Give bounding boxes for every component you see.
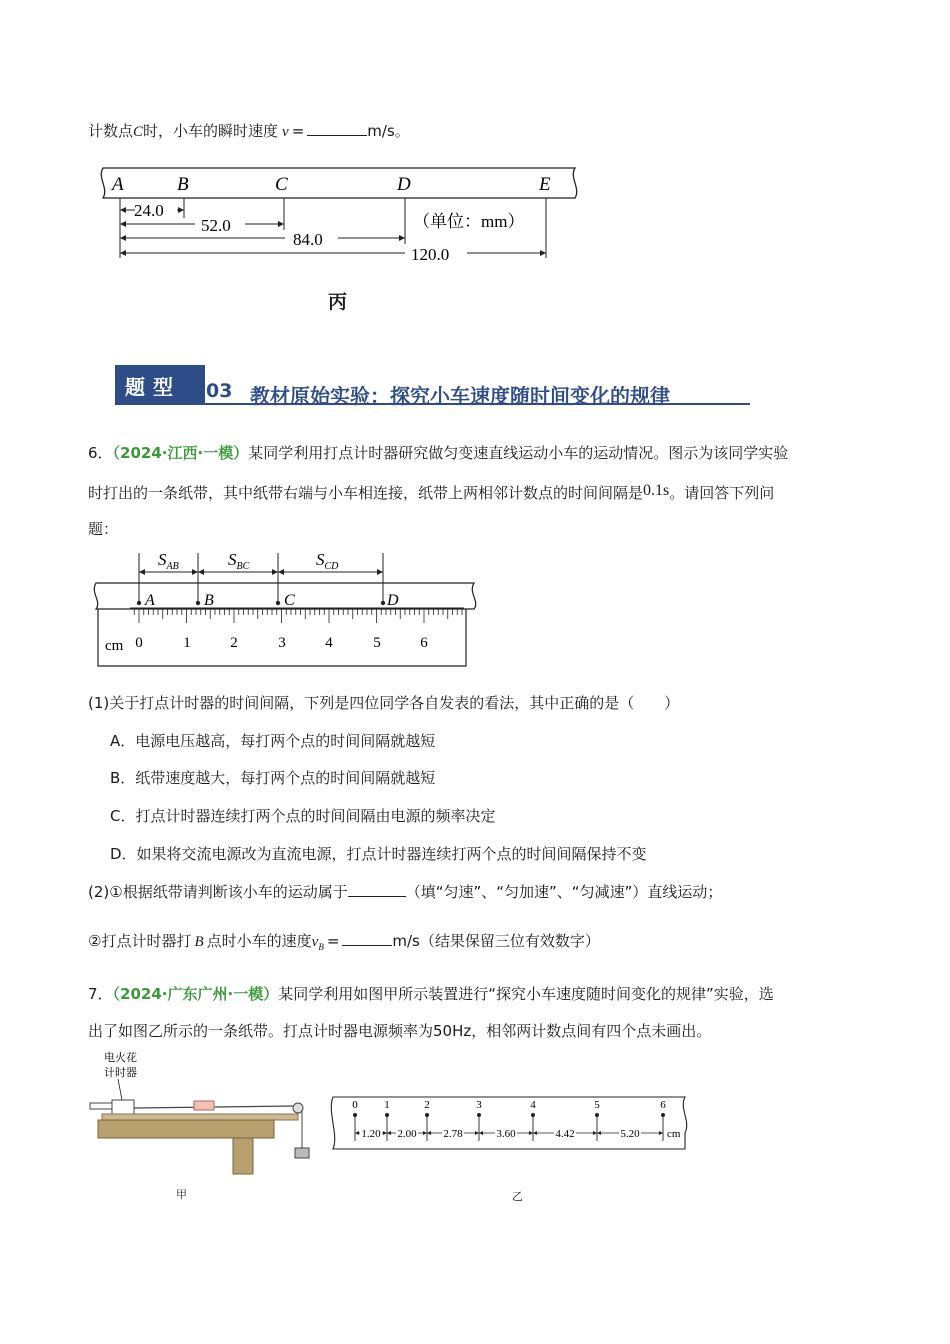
arrowhead xyxy=(387,1131,391,1135)
tape-point-label: 1 xyxy=(384,1099,390,1111)
frequency: 50Hz xyxy=(433,1022,472,1040)
distance-label: 1.20 xyxy=(361,1128,381,1140)
figure-caption-bing: 丙 xyxy=(328,291,348,313)
arrowhead xyxy=(479,1131,483,1135)
q6-line-2 xyxy=(88,482,774,503)
text: 根据纸带请判断该小车的运动属于 xyxy=(122,883,348,901)
device-label-line1: 电火花 xyxy=(104,1052,137,1064)
equals: = xyxy=(291,122,305,140)
question-number: 7． xyxy=(88,985,113,1003)
q7-line-2 xyxy=(88,1020,711,1041)
ruler-tick-label: 4 xyxy=(325,635,333,651)
text: (2)① xyxy=(88,883,123,901)
arrowhead xyxy=(427,1131,431,1135)
device-label-line2: 计时器 xyxy=(104,1067,137,1079)
tape-point-label: 6 xyxy=(660,1099,666,1111)
unit-note: （单位：mm） xyxy=(413,212,525,231)
tape-ruler-figure xyxy=(88,545,483,668)
tape-figure-bing xyxy=(95,160,585,270)
apparatus-figure-jia xyxy=(88,1048,320,1178)
distance-ae: 120.0 xyxy=(411,245,450,264)
s-cd-label: S xyxy=(316,550,325,569)
section-number: 03 xyxy=(206,380,233,402)
text: 时，小车的瞬时速度 xyxy=(143,122,279,140)
answer-blank[interactable] xyxy=(342,945,392,946)
arrowhead xyxy=(533,1131,537,1135)
ruler-point-a: A xyxy=(145,592,155,609)
distance-label: 4.42 xyxy=(555,1128,575,1140)
tape-figure-yi xyxy=(325,1095,695,1153)
text: 出了如图乙所示的一条纸带。打点计时器电源频率为 xyxy=(88,1022,434,1040)
ruler-unit: cm xyxy=(105,638,124,654)
q6-sub1-stem: (1)关于打点计时器的时间间隔，下列是四位同学各自发表的看法，其中正确的是（ ） xyxy=(88,694,680,712)
text: 某同学利用如图甲所示装置进行“探究小车速度随时间变化的规律”实验，选 xyxy=(278,985,774,1003)
svg-text:SCD xyxy=(316,550,339,572)
option-b[interactable]: B．纸带速度越大，每打两个点的时间间隔就越短 xyxy=(110,769,436,787)
answer-blank[interactable] xyxy=(348,896,406,897)
q7-line-1 xyxy=(88,983,774,1004)
hanging-weight xyxy=(295,1148,309,1158)
text: （填“匀速”、“匀加速”、“匀减速”）直线运动； xyxy=(405,883,723,901)
arrowhead xyxy=(475,1131,479,1135)
arrowhead xyxy=(529,1131,533,1135)
distance-label: 2.78 xyxy=(443,1128,463,1140)
s-ab-label: S xyxy=(158,550,167,569)
equals: = xyxy=(326,932,340,950)
ruler-point-b: B xyxy=(204,592,214,609)
q6-sub2-line xyxy=(88,881,722,902)
ruler-tick-label: 0 xyxy=(135,635,143,651)
distance-ac: 52.0 xyxy=(201,216,231,235)
text: 。请回答下列问 xyxy=(669,484,775,502)
figure-caption-jia: 甲 xyxy=(176,1188,187,1201)
point-e-label: E xyxy=(539,174,551,195)
paper-tape-end xyxy=(90,1103,114,1109)
s-ab-sub: AB xyxy=(166,561,179,572)
tape-point-label: 2 xyxy=(424,1099,430,1111)
svg-text:SBC xyxy=(228,550,250,572)
text: 时打出的一条纸带，其中纸带右端与小车相连接，纸带上两相邻计数点的时间间隔是 xyxy=(88,484,644,502)
tape-unit: cm xyxy=(667,1128,681,1140)
option-c[interactable]: C．打点计时器连续打两个点的时间间隔由电源的频率决定 xyxy=(110,807,496,825)
distance-label: 2.00 xyxy=(397,1128,417,1140)
tape-point-label: 3 xyxy=(476,1099,482,1111)
distance-label: 5.20 xyxy=(620,1128,640,1140)
point-d-label: D xyxy=(397,174,411,195)
q6-line-3: 题： xyxy=(88,520,119,538)
question-number: 6． xyxy=(88,444,113,462)
text: ，相邻两计数点间有四个点未画出。 xyxy=(471,1022,712,1040)
ruler-point-c: C xyxy=(284,592,295,609)
question-source: （2024·广东广州·一模） xyxy=(112,985,279,1003)
section-title: 教材原始实验：探究小车速度随时间变化的规律 xyxy=(250,384,670,408)
unit: m/s。 xyxy=(367,122,410,140)
ruler-point-d: D xyxy=(387,592,399,609)
arrowhead xyxy=(597,1131,601,1135)
option-a[interactable]: A．电源电压越高，每打两个点的时间间隔就越短 xyxy=(110,732,436,750)
velocity-symbol: v xyxy=(282,124,289,140)
velocity-subscript: B xyxy=(318,942,324,952)
arrowhead xyxy=(355,1131,359,1135)
velocity-symbol: v xyxy=(311,934,319,950)
option-d[interactable]: D．如果将交流电源改为直流电源，打点计时器连续打两个点的时间间隔保持不变 xyxy=(110,845,647,863)
point-label: C xyxy=(133,124,144,140)
s-bc-sub: BC xyxy=(236,561,250,572)
answer-blank[interactable] xyxy=(307,135,367,136)
arrowhead xyxy=(383,1131,387,1135)
text: 某同学利用打点计时器研究做匀变速直线运动小车的运动情况。图示为该同学实验 xyxy=(248,444,789,462)
distance-label: 3.60 xyxy=(496,1128,516,1140)
ruler-tick-label: 5 xyxy=(373,635,381,651)
arrowhead xyxy=(593,1131,597,1135)
arrowhead xyxy=(659,1131,663,1135)
top-question-line xyxy=(88,120,410,141)
svg-text:SAB xyxy=(158,550,179,572)
s-cd-sub: CD xyxy=(324,561,339,572)
point-b-label: B xyxy=(177,174,189,195)
q6-sub2-part2 xyxy=(88,930,600,952)
section-tag xyxy=(115,365,205,405)
text: ②打点计时器打 xyxy=(88,932,192,950)
text: 计数点 xyxy=(88,122,134,140)
section-tag-text: 题型 xyxy=(125,375,181,399)
ruler-tick-label: 3 xyxy=(278,635,286,651)
arrowhead xyxy=(423,1131,427,1135)
s-bc-label: S xyxy=(228,550,237,569)
figure-caption-yi: 乙 xyxy=(512,1190,523,1203)
ruler-tick-label: 1 xyxy=(183,635,191,651)
cart xyxy=(194,1101,214,1110)
tape-point-label: 0 xyxy=(352,1099,358,1111)
text: 点时小车的速度 xyxy=(206,932,312,950)
point-c-label: C xyxy=(275,174,288,195)
text: m/s（结果保留三位有效数字） xyxy=(392,932,600,950)
distance-ab: 24.0 xyxy=(134,201,164,220)
point-label: B xyxy=(194,934,204,950)
tape-point-label: 5 xyxy=(594,1099,600,1111)
question-source: （2024·江西·一模） xyxy=(112,444,249,462)
tape-point-label: 4 xyxy=(530,1099,536,1111)
ruler-tick-label: 2 xyxy=(230,635,238,651)
point-a-label: A xyxy=(112,174,124,195)
interval-value: 0.1s xyxy=(643,482,670,499)
q6-line-1 xyxy=(88,442,788,463)
ruler-tick-label: 6 xyxy=(420,635,428,651)
distance-ad: 84.0 xyxy=(293,230,323,249)
